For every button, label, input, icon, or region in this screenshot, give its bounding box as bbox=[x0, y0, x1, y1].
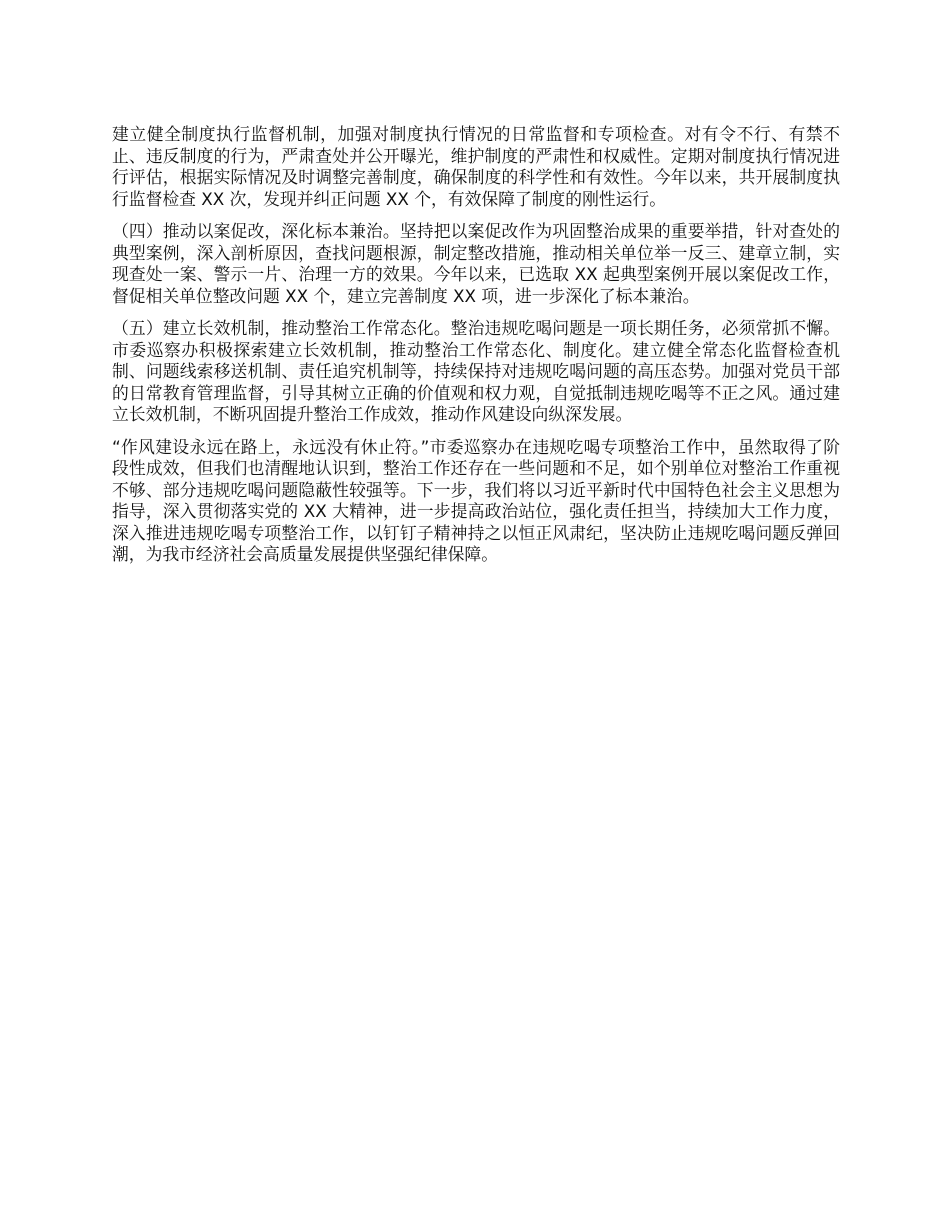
paragraph-conclusion: “作风建设永远在路上，永远没有休止符。”市委巡察办在违规吃喝专项整治工作中，虽然取得了阶段性成效，但我们也清醒地认识到，整治工作还存在一些问题和不足，如个别单位对整治工作重视不够、部分违规吃喝问题隐蔽性较强等。下一步，我们将以习近平新时代中国特色社会主义思想为指导，深入贯彻落实党的 XX 大精神，进一步提高政治站位，强化责任担当，持续加大工作力度，深入推进违规吃喝专项整治工作，以钉钉子精神持之以恒正风肃纪，坚决防止违规吃喝问题反弹回潮，为我市经济社会高质量发展提供坚强纪律保障。 bbox=[112, 436, 840, 564]
paragraph-long-term-mechanism: （五）建立长效机制，推动整治工作常态化。整治违规吃喝问题是一项长期任务，必须常抓不懈。市委巡察办积极探索建立长效机制，推动整治工作常态化、制度化。建立健全常态化监督检查机制、问题线索移送机制、责任追究机制等，持续保持对违规吃喝问题的高压态势。加强对党员干部的日常教育管理监督，引导其树立正确的价值观和权力观，自觉抵制违规吃喝等不正之风。通过建立长效机制，不断巩固提升整治工作成效，推动作风建设向纵深发展。 bbox=[112, 318, 840, 424]
paragraph-case-reform: （四）推动以案促改，深化标本兼治。坚持把以案促改作为巩固整治成果的重要举措，针对查处的典型案例，深入剖析原因，查找问题根源，制定整改措施，推动相关单位举一反三、建章立制，实现查处一案、警示一片、治理一方的效果。今年以来，已选取 XX 起典型案例开展以案促改工作，督促相关单位整改问题 XX 个，建立完善制度 XX 项，进一步深化了标本兼治。 bbox=[112, 221, 840, 306]
document-body bbox=[112, 124, 840, 577]
paragraph-system-supervision: 建立健全制度执行监督机制，加强对制度执行情况的日常监督和专项检查。对有令不行、有禁不止、违反制度的行为，严肃查处并公开曝光，维护制度的严肃性和权威性。定期对制度执行情况进行评估，根据实际情况及时调整完善制度，确保制度的科学性和有效性。今年以来，共开展制度执行监督检查 XX 次，发现并纠正问题 XX 个，有效保障了制度的刚性运行。 bbox=[112, 124, 840, 209]
